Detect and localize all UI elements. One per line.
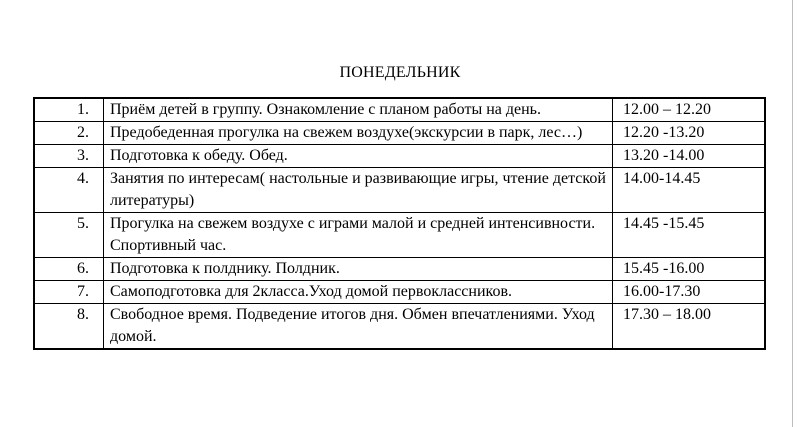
row-number: 7. <box>34 281 104 304</box>
activity-cell: Свободное время. Подведение итогов дня. Обмен впечатлениями. Уход домой. <box>104 304 613 350</box>
time-cell: 14.45 -15.45 <box>613 213 766 258</box>
table-row <box>34 258 765 281</box>
table-row <box>34 98 765 122</box>
time-cell: 15.45 -16.00 <box>613 258 766 281</box>
table-row <box>34 145 765 168</box>
activity-cell: Подготовка к полднику. Полдник. <box>104 258 613 281</box>
time-cell: 16.00-17.30 <box>613 281 766 304</box>
page-title: ПОНЕДЕЛЬНИК <box>339 64 461 81</box>
row-number: 8. <box>34 304 104 350</box>
table-row <box>34 213 765 258</box>
activity-cell: Занятия по интересам( настольные и развивающие игры, чтение детской литературы) <box>104 168 613 213</box>
time-cell: 12.00 – 12.20 <box>613 98 766 122</box>
activity-cell: Предобеденная прогулка на свежем воздухе(экскурсии в парк, лес…) <box>104 122 613 145</box>
activity-cell: Прогулка на свежем воздухе с играми малой и средней интенсивности. Спортивный час. <box>104 213 613 258</box>
table-row <box>34 304 765 350</box>
time-cell: 12.20 -13.20 <box>613 122 766 145</box>
row-number: 6. <box>34 258 104 281</box>
activity-cell: Приём детей в группу. Ознакомление с планом работы на день. <box>104 98 613 122</box>
row-number: 1. <box>34 98 104 122</box>
time-cell: 13.20 -14.00 <box>613 145 766 168</box>
schedule-table <box>33 97 766 350</box>
row-number: 5. <box>34 213 104 258</box>
time-cell: 17.30 – 18.00 <box>613 304 766 350</box>
activity-cell: Подготовка к обеду. Обед. <box>104 145 613 168</box>
table-row <box>34 122 765 145</box>
row-number: 2. <box>34 122 104 145</box>
row-number: 4. <box>34 168 104 213</box>
activity-cell: Самоподготовка для 2класса.Уход домой первоклассников. <box>104 281 613 304</box>
table-row <box>34 168 765 213</box>
time-cell: 14.00-14.45 <box>613 168 766 213</box>
row-number: 3. <box>34 145 104 168</box>
table-row <box>34 281 765 304</box>
